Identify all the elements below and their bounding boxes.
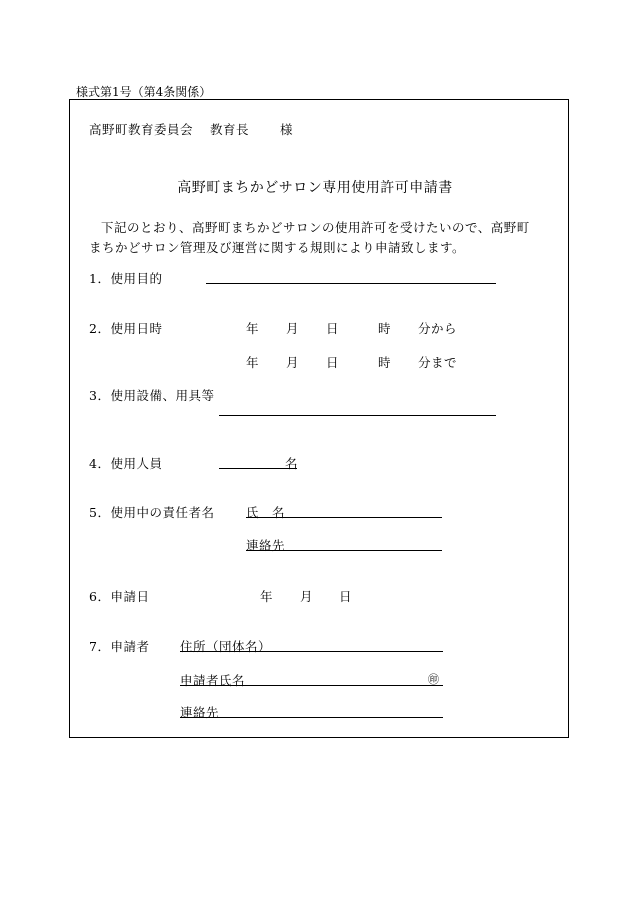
label-applicant: 7．申請者 xyxy=(89,639,150,654)
purpose-input-line[interactable] xyxy=(206,283,496,284)
seal-mark-icon: ㊞ xyxy=(428,673,439,686)
addressee-org: 高野町教育委員会 xyxy=(89,122,194,137)
intro-line-2: まちかどサロン管理及び運営に関する規則により申請致します。 xyxy=(89,240,466,255)
equipment-input-line[interactable] xyxy=(219,415,496,416)
applicant-address-line[interactable] xyxy=(180,651,443,652)
to-year: 年 xyxy=(246,355,260,370)
applicant-address-label: 住所（団体名） xyxy=(180,639,272,654)
form-number: 様式第1号（第4条関係） xyxy=(76,85,212,99)
label-equipment: 3．使用設備、用具等 xyxy=(89,388,215,403)
to-day: 日 xyxy=(326,355,340,370)
apply-month: 月 xyxy=(300,589,314,604)
applicant-contact-label: 連絡先 xyxy=(180,705,220,720)
label-purpose: 1．使用目的 xyxy=(89,271,163,286)
label-datetime: 2．使用日時 xyxy=(89,321,163,336)
from-day: 日 xyxy=(326,321,340,336)
to-month: 月 xyxy=(286,355,300,370)
apply-day: 日 xyxy=(339,589,353,604)
to-minute: 分まで xyxy=(418,355,458,370)
from-year: 年 xyxy=(246,321,260,336)
label-apply-date: 6．申請日 xyxy=(89,589,150,604)
people-unit: 名 xyxy=(285,456,299,471)
from-minute: 分から xyxy=(418,321,458,336)
applicant-contact-line[interactable] xyxy=(180,717,443,718)
from-month: 月 xyxy=(286,321,300,336)
addressee-role: 教育長 xyxy=(210,122,250,137)
applicant-name-label: 申請者氏名 xyxy=(180,673,246,688)
from-hour: 時 xyxy=(378,321,392,336)
responsible-name-label: 氏 名 xyxy=(246,505,286,520)
responsible-name-line[interactable] xyxy=(246,517,442,518)
applicant-name-line[interactable] xyxy=(180,685,443,686)
label-responsible: 5．使用中の責任者名 xyxy=(89,505,215,520)
responsible-contact-line[interactable] xyxy=(246,550,442,551)
responsible-contact-label: 連絡先 xyxy=(246,538,286,553)
form-title: 高野町まちかどサロン専用使用許可申請書 xyxy=(177,180,453,196)
apply-year: 年 xyxy=(260,589,274,604)
intro-line-1: 下記のとおり、高野町まちかどサロンの使用許可を受けたいので、高野町 xyxy=(101,220,530,235)
to-hour: 時 xyxy=(378,355,392,370)
addressee-honorific: 様 xyxy=(280,122,294,137)
label-people: 4．使用人員 xyxy=(89,456,163,471)
intro-paragraph xyxy=(89,218,530,258)
